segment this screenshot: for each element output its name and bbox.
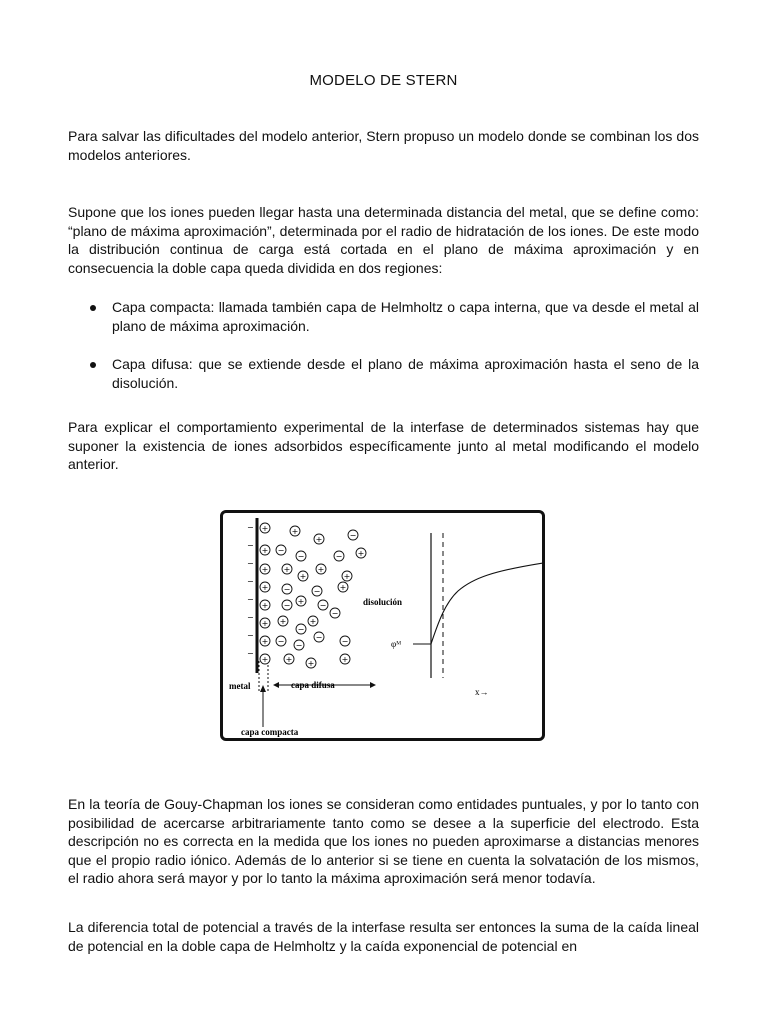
paragraph-4: En la teoría de Gouy-Chapman los iones se consideran como entidades puntuales, y por lo tanto con posibilidad de acercarse arbitrariamente tanto como se desee a la superficie del electrodo. Esta descripción no es correcta en la medida que los iones no pueden aproximarse a distancias menores que el propio radio iónico. Además de lo anterior si se tiene en cuenta la solvatación de los mismos, el radio ahora será mayor y por lo tanto la máxima aproximación será menor todavía. xyxy=(68,796,699,886)
page-title: MODELO DE STERN xyxy=(309,72,458,89)
paragraph-2: Supone que los iones pueden llegar hasta una determinada distancia del metal, que se define como: “plano de máxima aproximación”, determinada por el radio de hidratación de los iones. De este modo la distribución continua de carga está cortada en el plano de máxima aproximación y en consecuencia la doble capa queda dividida en dos regiones: xyxy=(68,204,699,276)
ion-sign: + xyxy=(261,655,269,664)
ion-sign: − xyxy=(297,552,305,561)
ion-sign: + xyxy=(261,619,269,628)
potential-curve xyxy=(413,563,542,644)
region-list xyxy=(68,298,699,393)
surface-charge: − xyxy=(247,649,254,658)
ion-sign: − xyxy=(297,625,305,634)
ion-sign: − xyxy=(349,531,357,540)
ion-sign: + xyxy=(279,617,287,626)
ion-sign: + xyxy=(291,527,299,536)
ion-sign: − xyxy=(319,601,327,610)
ion-sign: + xyxy=(261,565,269,574)
ion-sign: + xyxy=(339,583,347,592)
bullet-icon xyxy=(90,305,96,311)
list-item: Capa compacta: llamada también capa de Helmholtz o capa interna, que va desde el metal al plano de máxima aproximación. xyxy=(68,298,699,336)
surface-charge: − xyxy=(247,613,254,622)
ion-sign: + xyxy=(299,572,307,581)
ion-sign: + xyxy=(343,572,351,581)
ion-group xyxy=(247,523,366,668)
surface-charge: − xyxy=(247,631,254,640)
solution-label: disolución xyxy=(363,597,403,607)
ion-sign: + xyxy=(307,659,315,668)
ion-sign: − xyxy=(313,587,321,596)
paragraph-1: Para salvar las dificultades del modelo anterior, Stern propuso un modelo donde se combinan los dos modelos anteriores. xyxy=(68,128,699,163)
ion-sign: − xyxy=(277,637,285,646)
ion-sign: + xyxy=(261,601,269,610)
ion-sign: + xyxy=(261,637,269,646)
ion-sign: + xyxy=(309,617,317,626)
x-axis-label: x→ xyxy=(475,687,489,697)
metal-label: metal xyxy=(229,681,251,691)
compact-layer-label: capa compacta xyxy=(241,727,299,737)
paragraph-3: Para explicar el comportamiento experimental de la interfase de determinados sistemas hay que suponer la existencia de iones adsorbidos específicamente junto al metal modificando el modelo anterior. xyxy=(68,419,699,472)
ion-sign: + xyxy=(357,549,365,558)
diffuse-layer-label: capa difusa xyxy=(291,680,335,690)
diffuse-arrowhead-left-icon xyxy=(273,682,279,688)
ion-sign: + xyxy=(261,546,269,555)
paragraph-5: La diferencia total de potencial a través de la interfase resulta ser entonces la suma de la caída lineal de potencial en la doble capa de Helmholtz y la caída exponencial de potencial en xyxy=(68,919,699,954)
ion-sign: − xyxy=(315,633,323,642)
ion-sign: + xyxy=(283,565,291,574)
surface-charge: − xyxy=(247,577,254,586)
stern-diagram xyxy=(223,513,542,738)
list-item: Capa difusa: que se extiende desde el plano de máxima aproximación hasta el seno de la disolución. xyxy=(68,355,699,393)
ion-sign: + xyxy=(285,655,293,664)
surface-charge: − xyxy=(247,595,254,604)
bullet-icon xyxy=(90,362,96,368)
ion-sign: − xyxy=(277,546,285,555)
ion-sign: + xyxy=(341,655,349,664)
ion-sign: + xyxy=(261,583,269,592)
ion-sign: − xyxy=(335,552,343,561)
phi-label: φᴹ xyxy=(391,639,402,649)
stern-model-figure xyxy=(220,510,545,741)
ion-sign: − xyxy=(283,585,291,594)
ion-sign: + xyxy=(315,535,323,544)
ion-sign: + xyxy=(317,565,325,574)
compact-arrowhead-icon xyxy=(260,685,266,692)
ion-sign: − xyxy=(341,637,349,646)
ion-sign: − xyxy=(295,641,303,650)
diffuse-arrowhead-right-icon xyxy=(370,682,376,688)
ion-sign: − xyxy=(283,601,291,610)
surface-charge: − xyxy=(247,559,254,568)
ion-sign: − xyxy=(331,609,339,618)
surface-charge: − xyxy=(247,523,254,532)
ion-sign: + xyxy=(261,524,269,533)
surface-charge: − xyxy=(247,541,254,550)
ion-sign: + xyxy=(297,597,305,606)
